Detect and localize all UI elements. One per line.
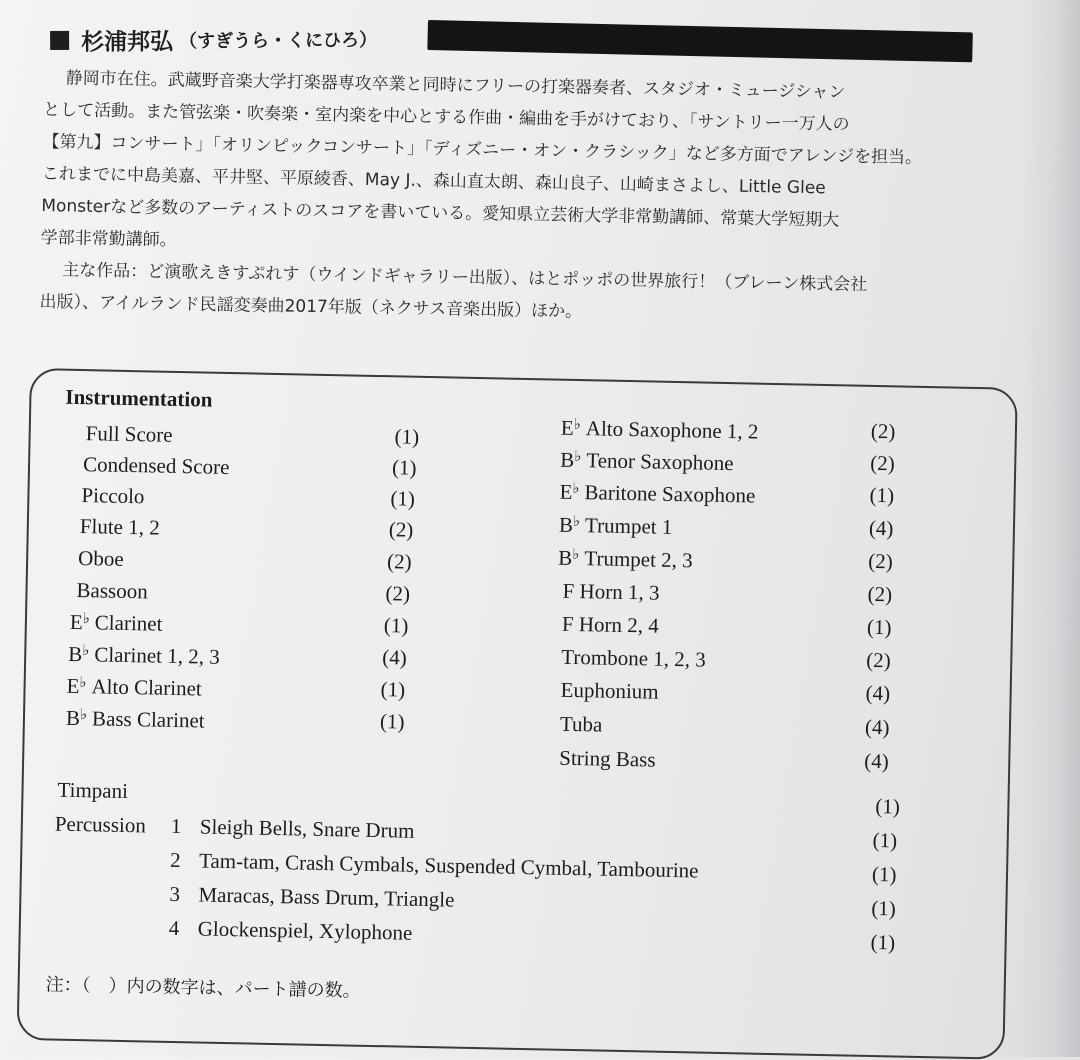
black-square-icon — [50, 31, 69, 50]
part-count: (1) — [869, 480, 894, 510]
instrument-name: Alto Saxophone 1, 2 — [586, 416, 759, 443]
bio-line: 学部非常勤講師。 — [40, 222, 980, 271]
part-count: (1) — [380, 674, 405, 704]
instrument-row — [555, 706, 556, 736]
percussion-number: 3 — [169, 879, 180, 909]
key-letter: B — [559, 513, 573, 537]
instrument-name: F Horn 1, 3 — [562, 579, 659, 605]
part-count: (4) — [869, 513, 894, 543]
part-count: (1) — [872, 825, 897, 855]
instrument-row — [561, 410, 562, 440]
part-count: (1) — [394, 421, 419, 451]
instrument-row — [80, 415, 81, 445]
instrument-name: Clarinet 1, 2, 3 — [94, 642, 220, 669]
bio-line: 出版）、アイルランド民謡変奏曲2017年版（ネクサス音楽出版）ほか。 — [39, 286, 979, 335]
instrument-name: Oboe — [78, 546, 124, 571]
instrument-row — [71, 572, 72, 602]
bio-line: これまでに中島美嘉、平井堅、平原綾香、May J.、森山直太朗、森山良子、山崎まさよし、Little Glee — [42, 158, 982, 207]
instrument-name: Trumpet 1 — [585, 513, 673, 539]
instrument-name: Tuba — [560, 712, 603, 737]
percussion-items: Glockenspiel, Xylophone — [197, 913, 412, 947]
flat-sign: ♭ — [574, 417, 581, 433]
percussion-label: Percussion — [55, 809, 147, 841]
percussion-number: 4 — [168, 913, 179, 943]
part-count: (4) — [865, 678, 890, 708]
instrument-name: Flute 1, 2 — [80, 514, 160, 540]
instrument-row — [559, 507, 560, 537]
percussion-items: Tam-tam, Crash Cymbals, Suspended Cymbal, Tambourine — [199, 845, 699, 885]
key-letter: B — [560, 448, 574, 472]
instrument-row — [66, 700, 67, 730]
instrument-row — [554, 740, 555, 770]
part-count: (1) — [392, 452, 417, 482]
bio-line: 主な作品：ど演歌えきすぷれす（ウインドギャラリー出版）、はとポッポの世界旅行！（ブレーン株式会社 — [40, 254, 980, 303]
percussion-label: Timpani — [57, 775, 128, 806]
instrument-name: Full Score — [85, 421, 172, 447]
percussion-items: Sleigh Bells, Snare Drum — [200, 812, 415, 846]
instrument-row — [556, 639, 557, 669]
instrument-row — [557, 573, 558, 603]
bio-line: 【第九】コンサート」「オリンピックコンサート」「ディズニー・オン・クラシック」など多方面でアレンジを担当。 — [42, 126, 982, 175]
part-count: (1) — [384, 610, 409, 640]
instrument-name: Euphonium — [560, 678, 658, 704]
flat-sign: ♭ — [572, 547, 579, 563]
instrument-row — [560, 442, 561, 472]
instrument-name: Piccolo — [81, 483, 144, 508]
part-count: (1) — [875, 791, 900, 821]
part-count: (2) — [871, 416, 896, 446]
instrument-row — [75, 508, 76, 538]
instrument-name: Bass Clarinet — [92, 706, 205, 732]
part-count: (1) — [871, 893, 896, 923]
key-letter: B — [558, 546, 572, 570]
instrument-row — [70, 604, 71, 634]
part-count: (2) — [866, 645, 891, 675]
flat-sign: ♭ — [82, 643, 89, 659]
part-count: (2) — [387, 546, 412, 576]
instrument-row — [68, 636, 69, 666]
bio-line: Monsterなど多数のアーティストのスコアを書いている。愛知県立芸術大学非常勤講師、常葉大学短期大 — [41, 190, 981, 239]
part-count: (2) — [867, 579, 892, 609]
part-count: (1) — [872, 859, 897, 889]
instrument-row — [78, 446, 79, 476]
redaction-bar — [427, 20, 973, 62]
key-letter: E — [559, 480, 572, 504]
part-count: (2) — [389, 514, 414, 544]
key-letter: E — [66, 674, 79, 698]
part-count: (4) — [864, 746, 889, 776]
instrument-name: Clarinet — [95, 610, 163, 635]
instrument-name: String Bass — [559, 746, 656, 772]
arranger-name: 杉浦邦弘 — [81, 23, 173, 57]
instrument-row — [73, 540, 74, 570]
flat-sign: ♭ — [574, 449, 581, 465]
instrument-name: Bassoon — [76, 578, 148, 603]
part-count: (4) — [382, 642, 407, 672]
instrument-name: Tenor Saxophone — [586, 448, 734, 475]
part-count: (1) — [390, 483, 415, 513]
instrument-name: Trombone 1, 2, 3 — [561, 645, 706, 672]
part-count: (2) — [868, 546, 893, 576]
instrument-row — [555, 672, 556, 702]
key-letter: B — [66, 706, 80, 730]
flat-sign: ♭ — [79, 675, 86, 691]
key-letter: E — [561, 416, 574, 440]
key-letter: B — [68, 642, 82, 666]
instrument-name: Condensed Score — [83, 452, 230, 479]
part-count: (2) — [385, 578, 410, 608]
instrument-row — [558, 540, 559, 570]
instrument-row — [557, 606, 558, 636]
instrument-name: F Horn 2, 4 — [562, 612, 659, 638]
flat-sign: ♭ — [83, 611, 90, 627]
key-letter: E — [70, 610, 83, 634]
percussion-items: Maracas, Bass Drum, Triangle — [198, 879, 455, 914]
flat-sign: ♭ — [573, 514, 580, 530]
percussion-number: 1 — [171, 811, 182, 841]
flat-sign: ♭ — [572, 481, 579, 497]
page-shadow-edge — [1022, 0, 1080, 1057]
instrument-row — [76, 477, 77, 507]
bio-line: 静岡市在住。武蔵野音楽大学打楽器専攻卒業と同時にフリーの打楽器奏者、スタジオ・ミュージシャン — [43, 62, 983, 111]
instrument-row — [559, 474, 560, 504]
part-count: (4) — [865, 712, 890, 742]
instrument-name: Alto Clarinet — [91, 674, 202, 700]
bio-paragraph — [39, 62, 984, 335]
part-count: (1) — [870, 927, 895, 957]
part-count: (1) — [380, 706, 405, 736]
part-count: (2) — [870, 448, 895, 478]
bio-heading — [50, 22, 377, 57]
instrument-name: Trumpet 2, 3 — [584, 546, 693, 572]
part-count: (1) — [867, 612, 892, 642]
arranger-name-reading: （すぎうら・くにひろ） — [179, 25, 377, 52]
instrument-name: Baritone Saxophone — [584, 480, 755, 507]
flat-sign: ♭ — [80, 707, 87, 723]
instrument-row — [66, 668, 67, 698]
percussion-number: 2 — [170, 845, 181, 875]
part-count-note: 注：（ ）内の数字は、パート譜の数。 — [45, 970, 360, 1002]
instrumentation-title: Instrumentation — [65, 385, 212, 413]
instrumentation-box — [17, 368, 1018, 1060]
bio-line: として活動。また管弦楽・吹奏楽・室内楽を中心とする作曲・編曲を手がけており、「サントリー一万人の — [43, 94, 983, 143]
